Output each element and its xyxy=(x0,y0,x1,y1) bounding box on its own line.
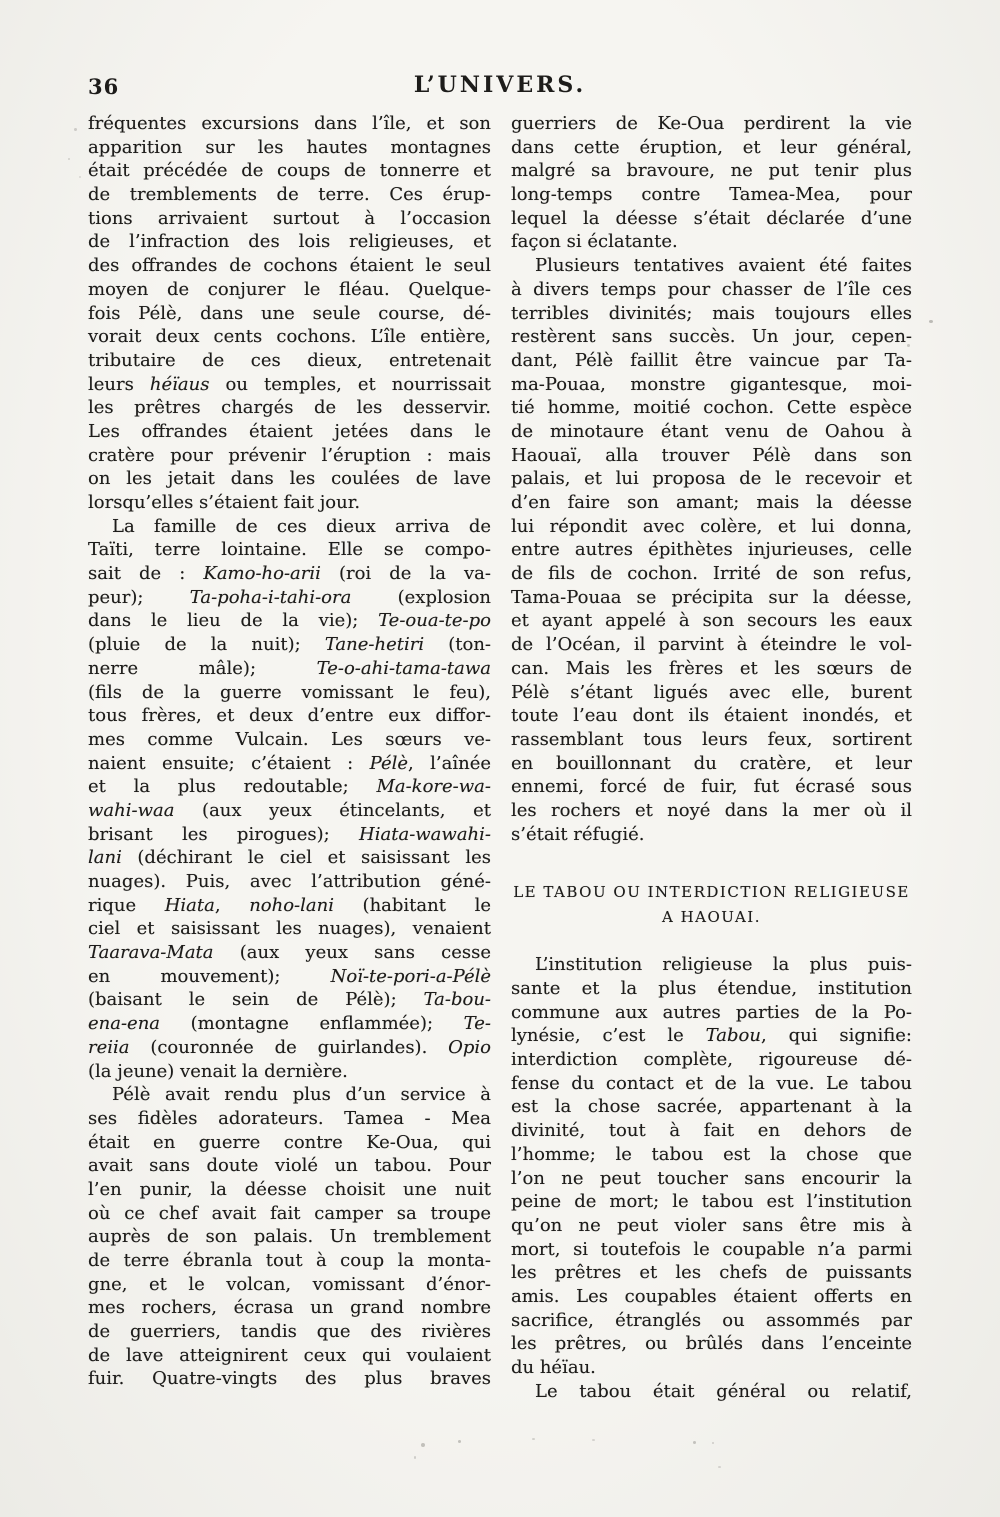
text-line xyxy=(88,775,491,799)
text-line xyxy=(88,1131,491,1155)
plain-text: en mouvement); xyxy=(88,965,331,987)
plain-text: commune aux autres parties de la Po- xyxy=(511,1001,912,1023)
plain-text: s’était réfugié. xyxy=(511,823,645,845)
italic-text: lani xyxy=(88,847,122,869)
plain-text: tributaire de ces dieux, entretenait xyxy=(88,349,491,371)
scan-speck xyxy=(929,320,933,323)
text-line xyxy=(511,373,912,397)
text-line xyxy=(511,349,912,373)
plain-text: entre autres épithètes injurieuses, celle xyxy=(511,539,912,561)
plain-text: lynésie, c’est le xyxy=(511,1025,706,1047)
text-line xyxy=(511,159,912,183)
text-line xyxy=(511,1332,912,1356)
text-line xyxy=(511,728,912,752)
plain-text: fois Pélè, dans une seule course, dé- xyxy=(88,302,491,324)
italic-text: Noï-te-pori-a-Pélè xyxy=(330,965,491,987)
scan-speck xyxy=(79,176,81,178)
plain-text: mort, si toutefois le coupable n’a parmi xyxy=(511,1238,912,1260)
text-line xyxy=(88,1154,491,1178)
plain-text: nuages). Puis, avec l’attribution géné- xyxy=(88,871,491,892)
text-line xyxy=(511,136,912,160)
plain-text: façon si éclatante. xyxy=(511,231,678,253)
text-line xyxy=(511,1095,912,1119)
scan-speck xyxy=(693,1441,696,1444)
section-heading-line: LE TABOU OU INTERDICTION RELIGIEUSE xyxy=(513,883,910,902)
text-line xyxy=(511,538,912,562)
text-line xyxy=(88,207,491,231)
plain-text: et la plus redoutable; xyxy=(88,776,377,798)
plain-text: sait de : xyxy=(88,563,204,585)
plain-text: fréquentes excursions dans l’île, et son xyxy=(88,113,491,134)
plain-text: de l’Océan, il parvint à éteindre le vol- xyxy=(511,634,912,656)
text-line xyxy=(88,349,491,373)
plain-text: apparition sur les hautes montagnes xyxy=(88,136,491,158)
text-line xyxy=(88,1296,491,1320)
plain-text: mes comme Vulcain. Les sœurs ve- xyxy=(88,728,491,750)
text-line xyxy=(88,681,491,705)
italic-text: Opio xyxy=(448,1036,491,1058)
plain-text: l’homme; le tabou est la chose que xyxy=(511,1143,912,1165)
text-line xyxy=(511,752,912,776)
text-line xyxy=(511,799,912,823)
text-line xyxy=(511,704,912,728)
plain-text: leurs xyxy=(88,373,150,395)
italic-text: Ta-poha-i-tahi-ora xyxy=(189,586,352,608)
text-line xyxy=(88,1060,491,1084)
text-line xyxy=(88,1273,491,1297)
text-line xyxy=(511,586,912,610)
text-line xyxy=(511,420,912,444)
text-line xyxy=(511,633,912,657)
plain-text: (la jeune) venait la dernière. xyxy=(88,1060,348,1082)
plain-text: de terre ébranla tout à coup la monta- xyxy=(88,1250,491,1271)
text-line xyxy=(511,1214,912,1238)
text-line xyxy=(88,1202,491,1226)
italic-text: noho-lani xyxy=(249,894,334,916)
plain-text: nerre mâle); xyxy=(88,657,317,679)
text-line xyxy=(88,136,491,160)
italic-text: Ta-bou- xyxy=(423,989,491,1011)
text-line xyxy=(88,444,491,468)
text-line xyxy=(88,302,491,326)
text-line xyxy=(88,988,491,1012)
plain-text: ou temples, et nourrissait xyxy=(209,373,491,395)
plain-text: lequel la déesse s’était déclarée d’une xyxy=(511,207,912,229)
plain-text: malgré sa bravoure, ne put tenir plus xyxy=(511,160,912,182)
text-line xyxy=(511,657,912,681)
plain-text: (roi de la va- xyxy=(320,563,491,585)
italic-text: wahi-waa xyxy=(88,799,175,821)
text-line xyxy=(88,752,491,776)
text-line xyxy=(88,562,491,586)
scan-speck xyxy=(712,1442,714,1444)
text-line xyxy=(511,1167,912,1191)
plain-text: de tremblements de terre. Ces érup- xyxy=(88,184,491,206)
plain-text: (explosion xyxy=(351,586,492,608)
text-line xyxy=(88,1107,491,1131)
text-line xyxy=(511,1238,912,1262)
text-line xyxy=(88,491,491,515)
text-line xyxy=(511,609,912,633)
plain-text: sacrifice, étranglés ou assommés par xyxy=(511,1309,912,1331)
italic-text: Tane-hetiri xyxy=(324,634,425,656)
text-line xyxy=(88,278,491,302)
plain-text: à divers temps pour chasser de l’île ces xyxy=(511,278,912,300)
plain-text: amis. Les coupables étaient offerts en xyxy=(511,1285,912,1307)
italic-text: Te- xyxy=(463,1013,491,1035)
text-line xyxy=(88,325,491,349)
text-line xyxy=(511,183,912,207)
text-line xyxy=(511,1001,912,1025)
plain-text: Le tabou était général ou relatif, xyxy=(535,1380,912,1402)
plain-text: les prêtres et les chefs de puissants xyxy=(511,1262,912,1284)
plain-text: lorsqu’elles s’étaient fait jour. xyxy=(88,492,361,513)
plain-text: du héïau. xyxy=(511,1357,596,1378)
plain-text: l’en punir, la déesse choisit une nuit xyxy=(88,1178,491,1200)
italic-text: Ma-kore-wa- xyxy=(376,776,491,798)
text-line xyxy=(511,1356,912,1380)
plain-text: les prêtres, ou brûlés dans l’enceinte xyxy=(511,1333,912,1355)
plain-text: guerriers de Ke-Oua perdirent la vie xyxy=(511,113,912,134)
text-line xyxy=(511,515,912,539)
scan-speck xyxy=(74,128,77,131)
plain-text: rassemblant tous leurs feux, sortirent xyxy=(511,728,912,750)
plain-text: interdiction complète, rigoureuse dé- xyxy=(511,1049,912,1071)
plain-text: lui répondit avec colère, et lui donna, xyxy=(511,515,912,537)
text-line xyxy=(88,467,491,491)
plain-text: cratère pour prévenir l’éruption : mais xyxy=(88,444,491,466)
plain-text: Taïti, terre lointaine. Elle se compo- xyxy=(88,539,491,561)
text-line xyxy=(88,112,491,136)
plain-text: tous frères, et deux d’entre eux diffor- xyxy=(88,705,491,727)
italic-text: Pélè xyxy=(369,752,409,774)
text-line xyxy=(88,1178,491,1202)
text-line xyxy=(88,396,491,420)
plain-text: (fils de la guerre vomissant le feu), xyxy=(88,681,491,703)
plain-text: est la chose sacrée, appartenant à la xyxy=(511,1096,912,1118)
plain-text: et ayant appelé à son secours les eaux xyxy=(511,610,912,632)
text-line xyxy=(88,1036,491,1060)
plain-text: , xyxy=(214,894,250,916)
text-line xyxy=(88,159,491,183)
scan-speck xyxy=(907,344,910,347)
plain-text: dans cette éruption, et leur général, xyxy=(511,136,912,158)
text-line xyxy=(511,1143,912,1167)
plain-text: auprès de son palais. Un tremblement xyxy=(88,1226,491,1248)
scan-speck xyxy=(718,1466,721,1468)
text-column-right xyxy=(511,112,912,1403)
text-line xyxy=(88,538,491,562)
plain-text: Pélè s’étant ligués avec elle, burent xyxy=(511,681,912,703)
text-line xyxy=(511,112,912,136)
plain-text: (aux yeux étincelants, et xyxy=(174,799,491,821)
text-column-left xyxy=(88,112,491,1391)
text-line xyxy=(88,633,491,657)
text-line xyxy=(511,230,912,254)
text-line xyxy=(88,373,491,397)
text-line xyxy=(88,1367,491,1391)
plain-text: palais, et lui proposa de le recevoir et xyxy=(511,468,912,490)
plain-text: des offrandes de cochons étaient le seul xyxy=(88,255,491,277)
text-line xyxy=(88,965,491,989)
plain-text: était en guerre contre Ke-Oua, qui xyxy=(88,1131,491,1153)
plain-text: restèrent sans succès. Un jour, cepen- xyxy=(511,326,912,348)
text-line xyxy=(88,1344,491,1368)
plain-text: fuir. Quatre-vingts des plus braves xyxy=(88,1368,491,1390)
plain-text: peur); xyxy=(88,586,190,608)
text-line xyxy=(88,1249,491,1273)
scan-speck xyxy=(414,1456,416,1459)
text-line xyxy=(511,562,912,586)
plain-text: ses fidèles adorateurs. Tamea - Mea xyxy=(88,1107,491,1129)
plain-text: (pluie de la nuit); xyxy=(88,634,325,656)
plain-text: les rochers et noyé dans la mer où il xyxy=(511,799,912,821)
section-heading xyxy=(511,880,912,930)
plain-text: La famille de ces dieux arriva de xyxy=(112,515,491,537)
italic-text: Hiata xyxy=(164,894,215,916)
italic-text: Kamo-ho-arii xyxy=(203,563,321,585)
plain-text: on les jetait dans les coulées de lave xyxy=(88,468,491,490)
text-line xyxy=(88,894,491,918)
plain-text: fense du contact et de la vue. Le tabou xyxy=(511,1072,912,1094)
text-line xyxy=(511,823,912,847)
scan-speck xyxy=(532,1438,535,1440)
plain-text: de l’infraction des lois religieuses, et xyxy=(88,231,491,253)
text-line xyxy=(88,941,491,965)
plain-text: ciel et saisissant les nuages), venaient xyxy=(88,918,491,940)
text-line xyxy=(88,728,491,752)
text-line xyxy=(511,325,912,349)
plain-text: d’en faire son amant; mais la déesse xyxy=(511,492,912,513)
plain-text: can. Mais les frères et les sœurs de xyxy=(511,657,912,679)
plain-text: vorait deux cents cochons. L’île entière, xyxy=(88,326,491,348)
plain-text: en bouillonnant du cratère, et leur xyxy=(511,752,912,774)
plain-text: mes rochers, écrasa un grand nombre xyxy=(88,1297,491,1319)
plain-text: peine de mort; le tabou est l’institution xyxy=(511,1191,912,1213)
plain-text: (baisant le sein de Pélè); xyxy=(88,989,424,1011)
text-line xyxy=(511,1119,912,1143)
text-line xyxy=(88,704,491,728)
plain-text: rique xyxy=(88,894,165,916)
running-title: L’UNIVERS. xyxy=(413,72,587,98)
text-line xyxy=(511,278,912,302)
italic-text: Taarava-Mata xyxy=(88,942,214,964)
plain-text: (aux yeux sans cesse xyxy=(213,942,491,964)
plain-text: moyen de conjurer le fléau. Quelque- xyxy=(88,278,491,300)
plain-text: L’institution religieuse la plus puis- xyxy=(535,954,912,976)
plain-text: de guerriers, tandis que des rivières xyxy=(88,1321,491,1343)
plain-text: , qui signifie: xyxy=(760,1025,912,1047)
text-line xyxy=(88,586,491,610)
plain-text: (déchirant le ciel et saisissant les xyxy=(121,847,491,869)
plain-text: Haouaï, alla trouver Pélè dans son xyxy=(511,444,912,466)
italic-text: Hiata-wawahi- xyxy=(359,823,491,845)
plain-text: était précédée de coups de tonnerre et xyxy=(88,160,491,182)
italic-text: Tabou xyxy=(705,1025,761,1047)
plain-text: avait sans doute violé un tabou. Pour xyxy=(88,1155,491,1177)
text-line xyxy=(511,207,912,231)
plain-text: de fils de cochon. Irrité de son refus, xyxy=(511,563,912,585)
plain-text: ennemi, forcé de fuir, fut écrasé sous xyxy=(511,776,912,798)
text-line xyxy=(511,775,912,799)
text-line xyxy=(511,953,912,977)
plain-text: les prêtres chargés de les desservir. xyxy=(88,397,491,419)
text-line xyxy=(88,1083,491,1107)
text-line xyxy=(511,1309,912,1333)
text-line xyxy=(88,183,491,207)
plain-text: long-temps contre Tamea-Mea, pour xyxy=(511,184,912,206)
plain-text: de lave atteignirent ceux qui voulaient xyxy=(88,1344,491,1366)
text-line xyxy=(88,1225,491,1249)
text-line xyxy=(88,609,491,633)
plain-text: Plusieurs tentatives avaient été faites xyxy=(535,255,912,277)
text-line xyxy=(511,681,912,705)
plain-text: (habitant le xyxy=(333,894,491,916)
text-line xyxy=(88,823,491,847)
text-line xyxy=(511,444,912,468)
text-line xyxy=(88,917,491,941)
plain-text: , l’aînée xyxy=(408,752,491,774)
page-number: 36 xyxy=(88,74,120,99)
plain-text: dans le lieu de la vie); xyxy=(88,610,379,632)
plain-text: (couronnée de guirlandes). xyxy=(129,1036,449,1058)
plain-text: Pélè avait rendu plus d’un service à xyxy=(112,1084,491,1106)
text-line xyxy=(511,1261,912,1285)
plain-text: qu’on ne peut violer sans être mis à xyxy=(511,1214,912,1236)
plain-text: brisant les pirogues); xyxy=(88,823,360,845)
plain-text: toute l’eau dont ils étaient inondés, et xyxy=(511,705,912,727)
italic-text: Te-o-ahi-tama-tawa xyxy=(316,657,491,679)
plain-text: naient ensuite; c’étaient : xyxy=(88,752,370,774)
text-line xyxy=(88,799,491,823)
text-line xyxy=(511,977,912,1001)
plain-text: (ton- xyxy=(424,634,491,656)
page-header xyxy=(0,72,1000,100)
plain-text: gne, et le volcan, vomissant d’énor- xyxy=(88,1273,491,1295)
text-line xyxy=(511,467,912,491)
text-line xyxy=(511,491,912,515)
text-line xyxy=(511,1024,912,1048)
plain-text: Tama-Pouaa se précipita sur la déesse, xyxy=(511,586,912,608)
text-line xyxy=(88,1012,491,1036)
text-line xyxy=(88,515,491,539)
plain-text: de minotaure étant venu de Oahou à xyxy=(511,420,912,442)
text-line xyxy=(511,302,912,326)
italic-text: héïaus xyxy=(149,373,210,395)
plain-text: l’on ne peut toucher sans encourir la xyxy=(511,1167,912,1189)
plain-text: (montagne enflammée); xyxy=(160,1013,464,1035)
text-line xyxy=(511,1285,912,1309)
plain-text: dant, Pélè faillit être vaincue par Ta- xyxy=(511,349,912,371)
section-heading-line: A HAOUAI. xyxy=(661,908,762,927)
plain-text: ma-Pouaa, monstre gigantesque, moi- xyxy=(511,373,912,395)
scan-speck xyxy=(68,158,70,160)
text-line xyxy=(511,1380,912,1404)
text-line xyxy=(88,657,491,681)
text-line xyxy=(88,254,491,278)
text-line xyxy=(88,230,491,254)
text-line xyxy=(88,846,491,870)
text-line xyxy=(511,396,912,420)
plain-text: où ce chef avait fait camper sa troupe xyxy=(88,1202,491,1224)
text-line xyxy=(88,870,491,894)
scan-speck xyxy=(458,1440,461,1443)
italic-text: Te-oua-te-po xyxy=(378,610,491,632)
plain-text: sante et la plus étendue, institution xyxy=(511,978,912,999)
text-line xyxy=(511,1190,912,1214)
plain-text: divinité, tout à fait en dehors de xyxy=(511,1120,912,1142)
scan-speck xyxy=(592,1439,595,1441)
text-line xyxy=(88,420,491,444)
plain-text: tions arrivaient surtout à l’occasion xyxy=(88,207,491,229)
text-line xyxy=(88,1320,491,1344)
italic-text: ena-ena xyxy=(88,1013,161,1035)
scan-speck xyxy=(421,1443,425,1447)
text-line xyxy=(511,254,912,278)
text-line xyxy=(511,1048,912,1072)
text-line xyxy=(511,1072,912,1096)
plain-text: tié homme, moitié cochon. Cette espèce xyxy=(511,397,912,419)
plain-text: Les offrandes étaient jetées dans le xyxy=(88,420,491,442)
plain-text: terribles divinités; mais toujours elles xyxy=(511,302,912,324)
italic-text: reiia xyxy=(88,1036,130,1058)
